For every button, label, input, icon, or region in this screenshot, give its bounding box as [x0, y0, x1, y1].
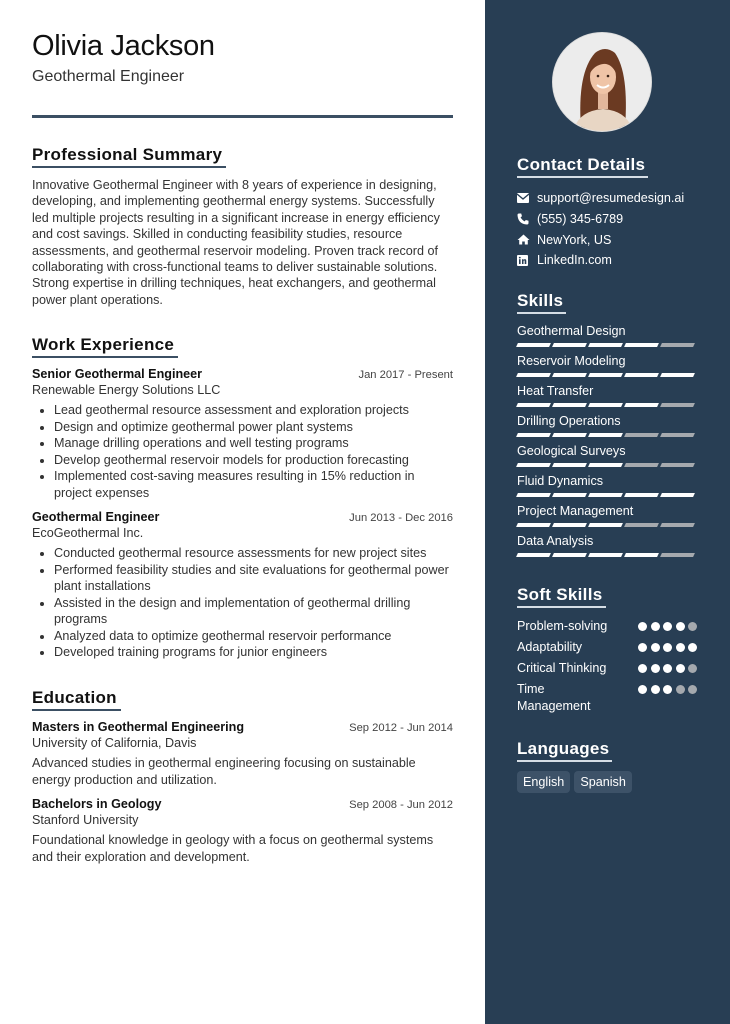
school: Stanford University [32, 813, 139, 827]
rating-dot-icon [638, 643, 647, 652]
contact-location [517, 229, 697, 250]
skill-rating-bar [517, 551, 697, 563]
education-description: Advanced studies in geothermal engineering focusing on sustainable energy production and utilization. [32, 756, 416, 787]
education-entry [32, 720, 453, 788]
degree: Masters in Geothermal Engineering [32, 720, 245, 734]
soft-skill-item [517, 639, 697, 656]
skills-section [517, 291, 697, 563]
rating-dot-icon [651, 664, 660, 673]
skill-bar-segment [588, 523, 623, 527]
soft-skill-item [517, 660, 697, 677]
candidate-title: Geothermal Engineer [32, 68, 185, 85]
skill-bar-segment [552, 553, 587, 557]
profile-photo [552, 32, 652, 132]
rating-dot-icon [651, 643, 660, 652]
skill-item [517, 413, 697, 443]
rating-dot-icon [651, 685, 660, 694]
skill-bar-segment [516, 403, 551, 407]
contact-email[interactable] [517, 188, 697, 209]
skill-item [517, 353, 697, 383]
job-bullet: • Manage drilling operations and well testing programs [54, 435, 453, 452]
skill-bar-segment [516, 433, 551, 437]
skill-item [517, 503, 697, 533]
skill-item [517, 473, 697, 503]
skill-bar-segment [624, 343, 659, 347]
skill-rating-bar [517, 401, 697, 413]
languages-section [517, 739, 697, 793]
job-bullet: • Assisted in the design and implementation of geothermal drilling programs [54, 595, 453, 628]
language-tag: Spanish [574, 771, 632, 793]
job-company: Renewable Energy Solutions LLC [32, 383, 221, 397]
skill-bar-segment [660, 463, 695, 467]
soft-skill-label: Time Management [517, 682, 591, 713]
soft-skill-item [517, 681, 697, 715]
contact-linkedin-text: LinkedIn.com [537, 253, 612, 268]
summary-text: Innovative Geothermal Engineer with 8 years of experience in designing, developing, and implementing geothermal energy systems. Successfully led multiple projects resulting in a significant increase in energy efficiency and cost savings. Skilled in conducting feasibility studies, resource assessments, and geothermal reservoir modeling. Proven track record of collaborating with cross-functional teams to deliver sustainable solutions. Strong expertise in drilling techniques, heat exchangers, and geothermal power plant operations. [32, 178, 440, 307]
rating-dot-icon [638, 664, 647, 673]
skill-bar-segment [588, 553, 623, 557]
skill-bar-segment [588, 493, 623, 497]
education-heading: Education [32, 688, 121, 711]
skill-label: Data Analysis [517, 534, 594, 548]
skill-label: Heat Transfer [517, 384, 594, 398]
job-entry [32, 367, 453, 501]
skills-heading: Skills [517, 291, 566, 314]
skill-bar-segment [552, 373, 587, 377]
skill-label: Project Management [517, 504, 634, 518]
contact-heading: Contact Details [517, 155, 648, 178]
skill-bar-segment [516, 523, 551, 527]
education-section [32, 688, 453, 865]
rating-dot-icon [638, 622, 647, 631]
skill-bar-segment [516, 553, 551, 557]
skill-bar-segment [516, 343, 551, 347]
school: University of California, Davis [32, 736, 197, 750]
rating-dot-icon [676, 643, 685, 652]
education-date: Sep 2008 - Jun 2012 [349, 799, 453, 811]
skill-bar-segment [552, 433, 587, 437]
skill-bar-segment [624, 523, 659, 527]
soft-skill-rating-dots [638, 639, 697, 652]
rating-dot-icon [676, 622, 685, 631]
rating-dot-icon [688, 643, 697, 652]
skill-item [517, 443, 697, 473]
skill-bar-segment [552, 343, 587, 347]
skill-bar-segment [588, 403, 623, 407]
rating-dot-icon [663, 622, 672, 631]
soft-skill-item [517, 618, 697, 635]
skill-bar-segment [588, 433, 623, 437]
skill-label: Geothermal Design [517, 324, 626, 338]
rating-dot-icon [651, 622, 660, 631]
skill-bar-segment [660, 523, 695, 527]
contact-section [517, 155, 697, 271]
soft-skill-rating-dots [638, 660, 697, 673]
rating-dot-icon [688, 664, 697, 673]
job-bullet: • Implemented cost-saving measures resulting in 15% reduction in project expenses [54, 468, 453, 501]
skill-label: Reservoir Modeling [517, 354, 626, 368]
linkedin-icon [517, 255, 537, 266]
skill-bar-segment [660, 343, 695, 347]
skill-bar-segment [660, 403, 695, 407]
education-date: Sep 2012 - Jun 2014 [349, 722, 453, 734]
skill-rating-bar [517, 371, 697, 383]
soft-skill-label: Critical Thinking [517, 661, 607, 675]
skill-rating-bar [517, 431, 697, 443]
skill-label: Geological Surveys [517, 444, 626, 458]
skill-bar-segment [588, 373, 623, 377]
skill-bar-segment [516, 373, 551, 377]
skill-bar-segment [588, 463, 623, 467]
contact-location-text: NewYork, US [537, 232, 612, 247]
skill-rating-bar [517, 461, 697, 473]
skill-bar-segment [552, 463, 587, 467]
skill-bar-segment [552, 403, 587, 407]
job-date: Jun 2013 - Dec 2016 [349, 512, 453, 524]
rating-dot-icon [688, 622, 697, 631]
summary-section [32, 145, 453, 308]
job-bullet: • Lead geothermal resource assessment and exploration projects [54, 402, 453, 419]
experience-section [32, 335, 453, 661]
rating-dot-icon [663, 664, 672, 673]
skill-bar-segment [660, 553, 695, 557]
rating-dot-icon [638, 685, 647, 694]
skill-bar-segment [660, 373, 695, 377]
job-bullets [32, 402, 453, 501]
job-bullet: • Developed training programs for junior engineers [54, 644, 453, 661]
skill-bar-segment [624, 493, 659, 497]
degree: Bachelors in Geology [32, 797, 162, 811]
contact-linkedin[interactable] [517, 250, 697, 271]
rating-dot-icon [688, 685, 697, 694]
soft-skills-section [517, 585, 697, 719]
job-role: Senior Geothermal Engineer [32, 367, 203, 381]
skill-bar-segment [624, 373, 659, 377]
soft-skill-label: Problem-solving [517, 619, 608, 633]
education-description: Foundational knowledge in geology with a focus on geothermal systems and their exploration and development. [32, 833, 434, 864]
skill-bar-segment [624, 463, 659, 467]
skill-bar-segment [552, 523, 587, 527]
header-divider [32, 115, 453, 118]
rating-dot-icon [676, 685, 685, 694]
contact-phone[interactable] [517, 209, 697, 230]
education-entry [32, 797, 453, 865]
skill-bar-segment [660, 433, 695, 437]
soft-skill-rating-dots [638, 681, 697, 694]
job-bullets [32, 545, 453, 661]
language-tag: English [517, 771, 570, 793]
skill-bar-segment [660, 493, 695, 497]
contact-email-text: support@resumedesign.ai [537, 191, 685, 206]
job-company: EcoGeothermal Inc. [32, 526, 144, 540]
skill-rating-bar [517, 491, 697, 503]
skill-bar-segment [624, 403, 659, 407]
skill-bar-segment [516, 493, 551, 497]
skill-item [517, 323, 697, 353]
experience-heading: Work Experience [32, 335, 178, 358]
skill-label: Fluid Dynamics [517, 474, 604, 488]
rating-dot-icon [676, 664, 685, 673]
skill-rating-bar [517, 341, 697, 353]
home-icon [517, 234, 537, 245]
job-date: Jan 2017 - Present [358, 369, 453, 381]
soft-skill-label: Adaptability [517, 640, 583, 654]
soft-skills-heading: Soft Skills [517, 585, 606, 608]
skill-item [517, 383, 697, 413]
job-entry [32, 510, 453, 661]
profile-photo-icon [553, 33, 652, 132]
job-bullet: • Conducted geothermal resource assessments for new project sites [54, 545, 453, 562]
summary-heading: Professional Summary [32, 145, 226, 168]
job-bullet: • Design and optimize geothermal power plant systems [54, 419, 453, 436]
contact-phone-text: (555) 345-6789 [537, 212, 624, 227]
job-role: Geothermal Engineer [32, 510, 160, 524]
candidate-name: Olivia Jackson [32, 30, 215, 62]
job-bullet: • Develop geothermal reservoir models for production forecasting [54, 452, 453, 469]
rating-dot-icon [663, 643, 672, 652]
skill-bar-segment [516, 463, 551, 467]
languages-heading: Languages [517, 739, 612, 762]
skill-item [517, 533, 697, 563]
job-bullet: • Performed feasibility studies and site evaluations for geothermal power plant installations [54, 562, 453, 595]
skill-label: Drilling Operations [517, 414, 621, 428]
skill-bar-segment [624, 433, 659, 437]
rating-dot-icon [663, 685, 672, 694]
skill-rating-bar [517, 521, 697, 533]
phone-icon [517, 213, 537, 225]
job-bullet: • Analyzed data to optimize geothermal reservoir performance [54, 628, 453, 645]
skill-bar-segment [588, 343, 623, 347]
skill-bar-segment [624, 553, 659, 557]
soft-skill-rating-dots [638, 618, 697, 631]
envelope-icon [517, 193, 537, 203]
skill-bar-segment [552, 493, 587, 497]
